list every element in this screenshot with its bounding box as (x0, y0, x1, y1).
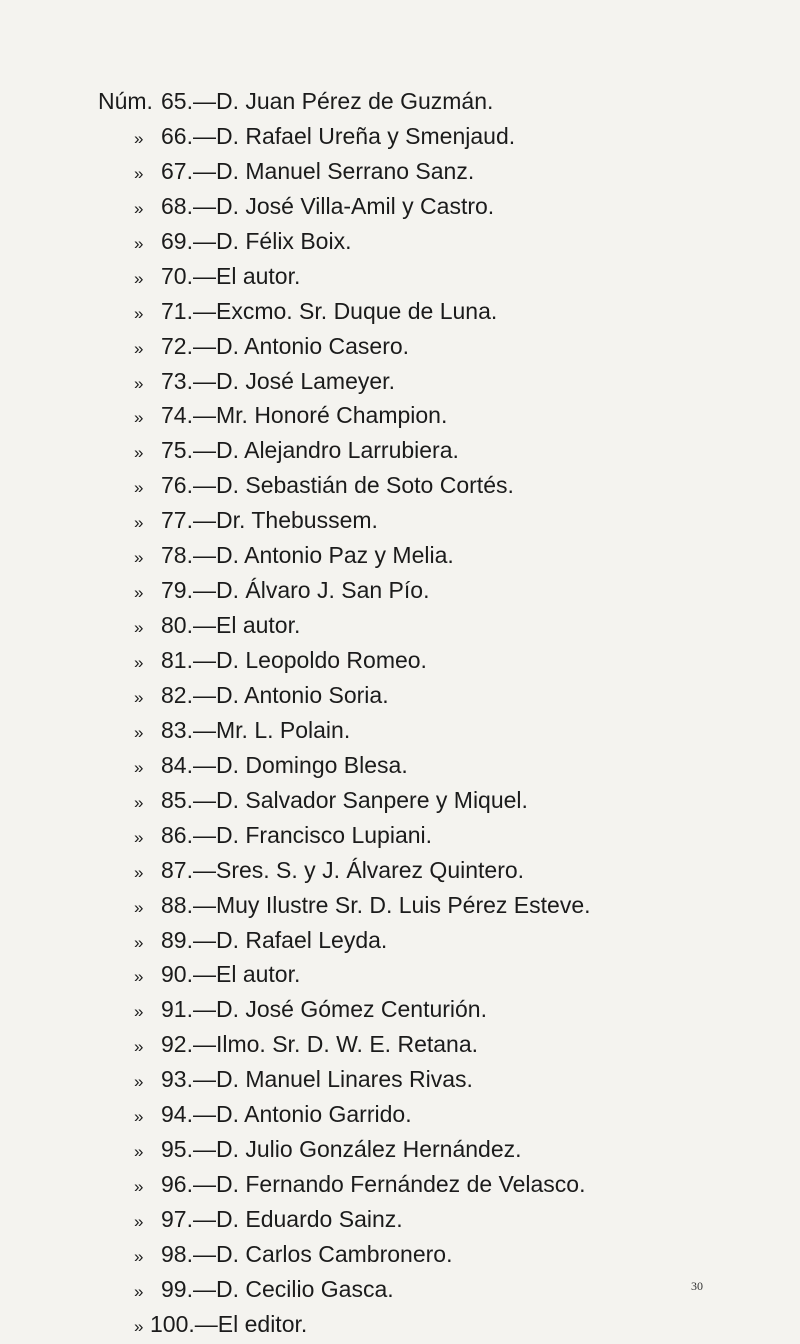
ditto-mark: » (134, 1316, 144, 1336)
entry-separator: .— (186, 1066, 216, 1093)
entry-name: D. Sebastián de Soto Cortés. (215, 472, 514, 499)
entry-number: 77 (161, 507, 187, 534)
list-item (98, 1167, 591, 1202)
entry-name: D. Cecilio Gasca. (215, 1275, 394, 1302)
entry-separator: .— (186, 437, 216, 464)
entry-separator: .— (186, 891, 216, 918)
ditto-mark: » (134, 1142, 144, 1162)
entry-separator: .— (186, 227, 216, 254)
entry-separator: .— (186, 1206, 216, 1232)
list-item (98, 1132, 591, 1167)
list-item (98, 364, 591, 399)
entry-name: Mr. Honoré Champion. (215, 402, 448, 429)
entry-number: 86 (161, 821, 187, 848)
entry-name: El editor. (217, 1310, 308, 1337)
entry-name: Mr. L. Polain. (215, 716, 351, 743)
list-item (98, 957, 591, 992)
entry-name: Dr. Thebussem. (215, 507, 378, 534)
list-item (98, 923, 591, 958)
entry-number: 73 (161, 367, 187, 394)
entry-number: 97 (161, 1206, 187, 1232)
entry-separator: .— (186, 1101, 216, 1128)
entry-number: 66 (161, 122, 187, 149)
ditto-mark: » (134, 513, 144, 533)
entry-name: D. Domingo Blesa. (215, 751, 408, 778)
list-item (98, 538, 591, 573)
entry-name: D. Antonio Soria. (215, 681, 389, 708)
entry-number: 85 (161, 786, 187, 813)
subscriber-list (98, 84, 591, 1342)
ditto-mark: » (134, 1281, 144, 1301)
list-item (98, 154, 591, 189)
entry-name: Muy Ilustre Sr. D. Luis Pérez Esteve. (215, 891, 591, 918)
entry-name: D. Julio González Hernández. (215, 1136, 522, 1163)
ditto-mark: » (134, 827, 144, 847)
list-item (98, 573, 591, 608)
list-item (98, 259, 591, 294)
entry-separator: .— (186, 786, 216, 813)
list-item (98, 294, 591, 329)
list-item (98, 1272, 591, 1307)
entry-separator: .— (186, 751, 216, 778)
entry-name: D. Antonio Casero. (215, 332, 410, 359)
entry-separator: .— (186, 507, 216, 534)
entry-name: D. Eduardo Sainz. (215, 1206, 403, 1232)
entry-name: El autor. (215, 961, 301, 988)
entry-separator: .— (186, 612, 216, 639)
entry-number: 84 (161, 751, 187, 778)
list-item (98, 84, 591, 119)
ditto-mark: » (134, 687, 144, 707)
ditto-mark: » (134, 967, 144, 987)
ditto-mark: » (134, 618, 144, 638)
ditto-mark: » (134, 198, 144, 218)
entry-name: D. José Lameyer. (215, 367, 395, 394)
ditto-mark: » (134, 1037, 144, 1057)
entry-separator: .— (186, 88, 216, 114)
ditto-mark: » (134, 163, 144, 183)
ditto-mark: » (134, 268, 144, 288)
list-item (98, 1027, 591, 1062)
entry-separator: .— (186, 297, 216, 324)
list-item (98, 433, 591, 468)
ditto-mark: » (134, 1072, 144, 1092)
entry-separator: .— (186, 542, 216, 569)
entry-number: 96 (161, 1171, 187, 1198)
list-item (98, 1062, 591, 1097)
list-item (98, 1237, 591, 1272)
entry-name: El autor. (215, 612, 301, 639)
list-item (98, 1097, 591, 1132)
entry-separator: .— (186, 1275, 216, 1302)
entry-separator: .— (186, 926, 216, 953)
ditto-mark: » (134, 233, 144, 253)
ditto-mark: » (134, 443, 144, 463)
list-item (98, 189, 591, 224)
list-item (98, 224, 591, 259)
entry-number: 81 (161, 647, 187, 673)
list-item (98, 1307, 591, 1342)
entry-name: D. Rafael Leyda. (215, 926, 388, 953)
list-item (98, 992, 591, 1027)
entry-number: 95 (161, 1136, 187, 1163)
entry-number: 91 (161, 996, 187, 1023)
number-label: Núm. (98, 88, 153, 114)
entry-separator: .— (186, 681, 216, 708)
entry-name: D. Salvador Sanpere y Miquel. (215, 786, 528, 813)
entry-name: D. Juan Pérez de Guzmán. (215, 88, 494, 114)
entry-number: 89 (161, 926, 187, 953)
ditto-mark: » (134, 757, 144, 777)
ditto-mark: » (134, 722, 144, 742)
entry-number: 83 (161, 716, 187, 743)
entry-number: 76 (161, 472, 187, 499)
entry-number: 88 (161, 891, 187, 918)
entry-separator: .— (186, 332, 216, 359)
entry-separator: .— (186, 647, 216, 673)
ditto-mark: » (134, 583, 144, 603)
entry-separator: .— (186, 1136, 216, 1163)
entry-number: 67 (161, 157, 187, 184)
ditto-mark: » (134, 303, 144, 323)
entry-name: D. Francisco Lupiani. (215, 821, 433, 848)
ditto-mark: » (134, 792, 144, 812)
entry-number: 90 (161, 961, 187, 988)
entry-number: 65 (161, 88, 187, 114)
ditto-mark: » (134, 1107, 144, 1127)
ditto-mark: » (134, 338, 144, 358)
entry-name: D. Fernando Fernández de Velasco. (215, 1171, 586, 1198)
entry-separator: .— (186, 856, 216, 883)
entry-number: 75 (161, 437, 187, 464)
entry-name: D. Álvaro J. San Pío. (215, 577, 430, 604)
entry-separator: .— (186, 367, 216, 394)
ditto-mark: » (134, 1246, 144, 1266)
list-item (98, 678, 591, 713)
entry-name: D. Alejandro Larrubiera. (215, 437, 459, 464)
entry-name: D. José Villa-Amil y Castro. (215, 192, 495, 219)
entry-separator: .— (186, 402, 216, 429)
entry-number: 82 (161, 681, 187, 708)
entry-separator: .— (186, 996, 216, 1023)
entry-name: D. Félix Boix. (215, 227, 352, 254)
entry-number: 80 (161, 612, 187, 639)
list-item (98, 643, 591, 678)
ditto-mark: » (134, 862, 144, 882)
entry-number: 99 (161, 1275, 187, 1302)
list-item (98, 119, 591, 154)
list-item (98, 888, 591, 923)
ditto-mark: » (134, 373, 144, 393)
list-item (98, 783, 591, 818)
entry-separator: .— (186, 1240, 216, 1267)
ditto-mark: » (134, 932, 144, 952)
entry-separator: .— (186, 157, 216, 184)
ditto-mark: » (134, 653, 144, 672)
ditto-mark: » (134, 1002, 144, 1022)
entry-separator: .— (186, 262, 216, 289)
ditto-mark: » (134, 478, 144, 498)
entry-name: D. Antonio Paz y Melia. (215, 542, 454, 569)
entry-number: 74 (161, 402, 187, 429)
entry-number: 94 (161, 1101, 187, 1128)
entry-name: D. Antonio Garrido. (215, 1101, 412, 1128)
list-item (98, 468, 591, 503)
entry-number: 93 (161, 1066, 187, 1093)
entry-separator: .— (186, 472, 216, 499)
entry-name: Sres. S. y J. Álvarez Quintero. (215, 856, 525, 883)
entry-number: 72 (161, 332, 187, 359)
list-item (98, 853, 591, 888)
entry-number: 68 (161, 192, 187, 219)
list-item (98, 608, 591, 643)
entry-name: D. Carlos Cambronero. (215, 1240, 453, 1267)
list-item (98, 329, 591, 364)
list-item (98, 398, 591, 433)
list-item (98, 818, 591, 853)
entry-number: 92 (161, 1031, 187, 1058)
entry-separator: .— (186, 192, 216, 219)
list-item (98, 748, 591, 783)
entry-separator: .— (186, 577, 216, 604)
entry-number: 100 (150, 1310, 189, 1337)
ditto-mark: » (134, 1177, 144, 1197)
entry-name: D. Manuel Serrano Sanz. (215, 157, 475, 184)
entry-name: D. Manuel Linares Rivas. (215, 1066, 473, 1093)
entry-name: D. Leopoldo Romeo. (215, 647, 427, 673)
entry-name: Ilmo. Sr. D. W. E. Retana. (215, 1031, 479, 1058)
entry-separator: .— (186, 961, 216, 988)
ditto-mark: » (134, 1212, 144, 1231)
ditto-mark: » (134, 128, 144, 148)
entry-name: D. José Gómez Centurión. (215, 996, 487, 1023)
list-item (98, 713, 591, 748)
entry-name: D. Rafael Ureña y Smenjaud. (215, 122, 516, 149)
entry-number: 98 (161, 1240, 187, 1267)
entry-separator: .— (186, 122, 216, 149)
entry-number: 87 (161, 856, 187, 883)
entry-separator: .— (186, 716, 216, 743)
entry-number: 71 (161, 297, 187, 324)
list-item (98, 1202, 591, 1237)
entry-separator: .— (188, 1310, 218, 1337)
entry-separator: .— (186, 1031, 216, 1058)
list-item (98, 503, 591, 538)
entry-name: El autor. (215, 262, 301, 289)
entry-separator: .— (186, 1171, 216, 1198)
entry-number: 79 (161, 577, 187, 604)
ditto-mark: » (134, 548, 144, 568)
entry-number: 70 (161, 262, 187, 289)
ditto-mark: » (134, 408, 144, 428)
entry-name: Excmo. Sr. Duque de Luna. (215, 297, 498, 324)
page-number: 30 (691, 1279, 703, 1293)
entry-number: 78 (161, 542, 187, 569)
ditto-mark: » (134, 897, 144, 917)
entry-number: 69 (161, 227, 187, 254)
entry-separator: .— (186, 821, 216, 848)
